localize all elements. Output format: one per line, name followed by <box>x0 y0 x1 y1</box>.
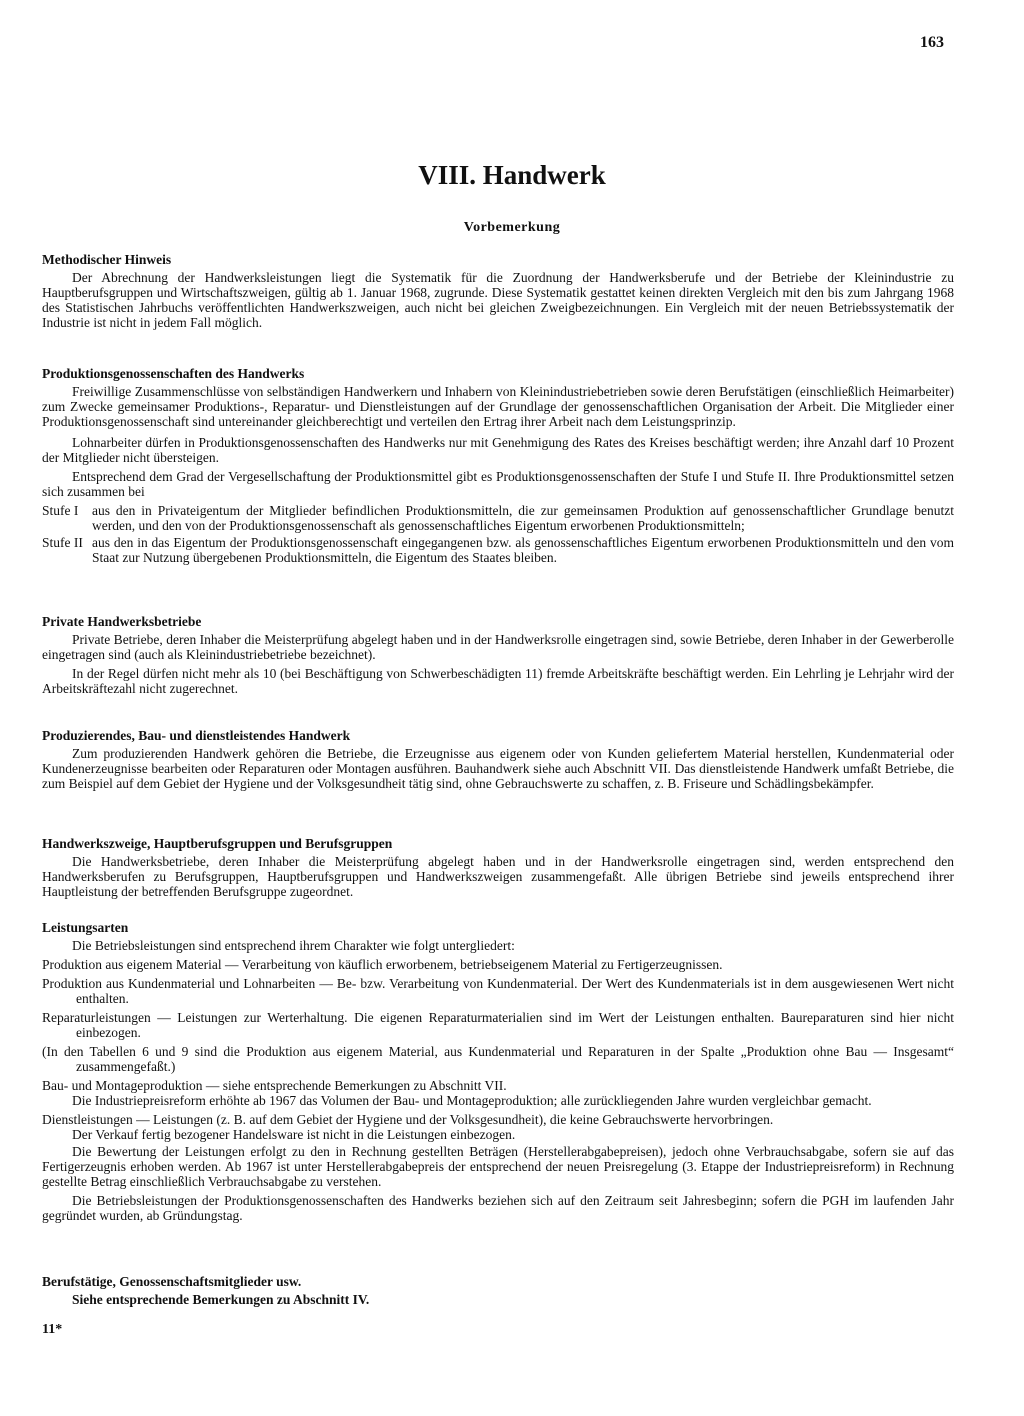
stufe-text: aus den in Privateigentum der Mitglieder befindlichen Produktionsmitteln, die zur gemeinsamen Produktion auf genossenschaftlicher Grundlage benutzt werden, und den von der Produktionsgenossenschaft als genossenschaftliches Eigentum erworbenen Produktionsmitteln; <box>92 503 954 533</box>
stufe-1-item <box>42 503 954 533</box>
list-item: (In den Tabellen 6 und 9 sind die Produktion aus eigenem Material, aus Kundenmaterial und Reparaturen in der Spalte „Produktion ohne Bau — Insgesamt“ zusammengefaßt.) <box>42 1044 954 1074</box>
section-methodisch <box>42 252 954 334</box>
section-leistungsarten <box>42 920 954 1227</box>
paragraph: Siehe entsprechende Bemerkungen zu Abschnitt IV. <box>72 1292 370 1307</box>
section-heading: Produzierendes, Bau- und dienstleistendes Handwerk <box>42 728 351 743</box>
section-berufstaetige <box>42 1274 954 1311</box>
stufe-label: Stufe I <box>42 503 79 518</box>
section-privat <box>42 614 954 700</box>
section-heading: Leistungsarten <box>42 920 129 935</box>
paragraph: In der Regel dürfen nicht mehr als 10 (bei Beschäftigung von Schwerbeschädigten 11) fremde Arbeitskräfte beschäftigt werden. Ein Lehrling je Lehrjahr wird der Arbeitskräftezahl nicht zugerechnet. <box>42 666 954 696</box>
paragraph: Lohnarbeiter dürfen in Produktionsgenossenschaften des Handwerks nur mit Genehmigung des Rates des Kreises beschäftigt werden; ihre Anzahl darf 10 Prozent der Mitglieder nicht übersteigen. <box>42 435 954 465</box>
section-heading: Produktionsgenossenschaften des Handwerks <box>42 366 305 381</box>
page-number: 163 <box>920 34 944 51</box>
paragraph: Die Betriebsleistungen der Produktionsgenossenschaften des Handwerks beziehen sich auf den Zeitraum seit Jahresbeginn; sofern die PGH im laufenden Jahr gegründet wurden, ab Gründungstag. <box>42 1193 954 1223</box>
stufe-text: aus den in das Eigentum der Produktionsgenossenschaft eingegangenen bzw. als genossenschaftliches Eigentum erworbenen Produktionsmitteln und den vom Staat zur Nutzung übergebenen Produktionsmitteln, die Eigentum des Staates bleiben. <box>92 535 954 565</box>
section-heading: Handwerkszweige, Hauptberufsgruppen und Berufsgruppen <box>42 836 393 851</box>
list-item: Reparaturleistungen — Leistungen zur Werterhaltung. Die eigenen Reparaturmaterialien sind im Wert der Leistungen enthalten. Baureparaturen sind hier nicht einbezogen. <box>42 1010 954 1040</box>
stufe-2-item <box>42 535 954 565</box>
section-zweige <box>42 836 954 903</box>
paragraph: Die Betriebsleistungen sind entsprechend ihrem Charakter wie folgt untergliedert: <box>72 938 515 953</box>
paragraph: Der Abrechnung der Handwerksleistungen liegt die Systematik für die Zuordnung der Handwerksberufe und der Betriebe der Kleinindustrie zu Hauptberufsgruppen und Wirtschaftszweigen, gültig ab 1. Januar 1968, zugrunde. Diese Systematik gestattet keinen direkten Vergleich mit den bis zum Jahrgang 1968 des Statistischen Jahrbuchs veröffentlichten Handwerkszweigen, auch nicht bei gleichen Zweigbezeichnungen. Ein Vergleich mit der neuen Betriebssystematik der Industrie ist nicht in jedem Fall möglich. <box>42 270 954 330</box>
section-produzierend <box>42 728 954 795</box>
paragraph: Freiwillige Zusammenschlüsse von selbständigen Handwerkern und Inhabern von Kleinindustriebetrieben sowie deren Berufstätigen (einschließlich Heimarbeiter) zum Zwecke gemeinsamer Produktions-, Reparatur- und Dienstleistungen auf der Grundlage der genossenschaftlichen Organisation der Arbeit. Die Mitglieder einer Produktionsgenossenschaft sind untereinander gleichberechtigt und verteilen den Ertrag ihrer Arbeit nach dem Leistungsprinzip. <box>42 384 954 429</box>
paragraph: Die Industriepreisreform erhöhte ab 1967 das Volumen der Bau- und Montageproduktion; alle zurückliegenden Jahre wurden vergleichbar gemacht. <box>72 1093 872 1108</box>
section-pgh <box>42 366 954 567</box>
list-item: Produktion aus eigenem Material — Verarbeitung von käuflich erworbenem, betriebseigenem Material zu Fertigerzeugnissen. <box>42 957 723 972</box>
section-heading: Private Handwerksbetriebe <box>42 614 202 629</box>
list-item: Dienstleistungen — Leistungen (z. B. auf dem Gebiet der Hygiene und der Volksgesundheit), die keine Gebrauchswerte hervorbringen. <box>42 1112 774 1127</box>
list-item: Produktion aus Kundenmaterial und Lohnarbeiten — Be- bzw. Verarbeitung von Kundenmaterial. Der Wert des Kundenmaterials ist in dem ausgewiesenen Wert nicht enthalten. <box>42 976 954 1006</box>
chapter-title: VIII. Handwerk <box>418 160 606 190</box>
list-item: Bau- und Montageproduktion — siehe entsprechende Bemerkungen zu Abschnitt VII. <box>42 1078 507 1093</box>
paragraph: Zum produzierenden Handwerk gehören die Betriebe, die Erzeugnisse aus eigenem oder von Kunden geliefertem Material herstellen, Kundenmaterial oder Kundenerzeugnisse bearbeiten oder Reparaturen oder Montagen ausführen. Bauhandwerk siehe auch Abschnitt VII. Das dienstleistende Handwerk umfaßt Betriebe, die zum Beispiel auf dem Gebiet der Hygiene und der Volksgesundheit tätig sind, ohne Gebrauchswerte zu schaffen, z. B. Friseure und Schädlingsbekämpfer. <box>42 746 954 791</box>
paragraph: Die Bewertung der Leistungen erfolgt zu den in Rechnung gestellten Beträgen (Herstellerabgabepreisen), jedoch ohne Verbrauchsabgabe, sofern sie auf das Fertigerzeugnis erhoben werden. Ab 1967 ist unter Herstellerabgabepreis der entsprechend der neuen Preisregelung (3. Etappe der Industriepreisreform) in Rechnung gestellte Betrag einschließlich Verbrauchsabgabe zu verstehen. <box>42 1144 954 1189</box>
stufe-label: Stufe II <box>42 535 83 550</box>
paragraph: Die Handwerksbetriebe, deren Inhaber die Meisterprüfung abgelegt haben und in der Handwerksrolle eingetragen sind, werden entsprechend den Handwerksberufen zu Berufsgruppen, Hauptberufsgruppen und Handwerkszweigen zusammengefaßt. Alle übrigen Betriebe sind jeweils entsprechend ihrer Hauptleistung der betreffenden Berufsgruppe zugeordnet. <box>42 854 954 899</box>
section-heading: Berufstätige, Genossenschaftsmitglieder usw. <box>42 1274 302 1289</box>
paragraph: Der Verkauf fertig bezogener Handelsware ist nicht in die Leistungen einbezogen. <box>72 1127 516 1142</box>
preface-title: Vorbemerkung <box>463 220 561 235</box>
paragraph: Entsprechend dem Grad der Vergesellschaftung der Produktionsmittel gibt es Produktionsgenossenschaften der Stufe I und Stufe II. Ihre Produktionsmittel setzen sich zusammen bei <box>42 469 954 499</box>
paragraph: Private Betriebe, deren Inhaber die Meisterprüfung abgelegt haben und in der Handwerksrolle eingetragen sind, sowie Betriebe, deren Inhaber in der Gewerberolle eingetragen sind (auch als Kleinindustriebetriebe bezeichnet). <box>42 632 954 662</box>
section-heading: Methodischer Hinweis <box>42 252 172 267</box>
signature-mark: 11* <box>42 1322 63 1337</box>
